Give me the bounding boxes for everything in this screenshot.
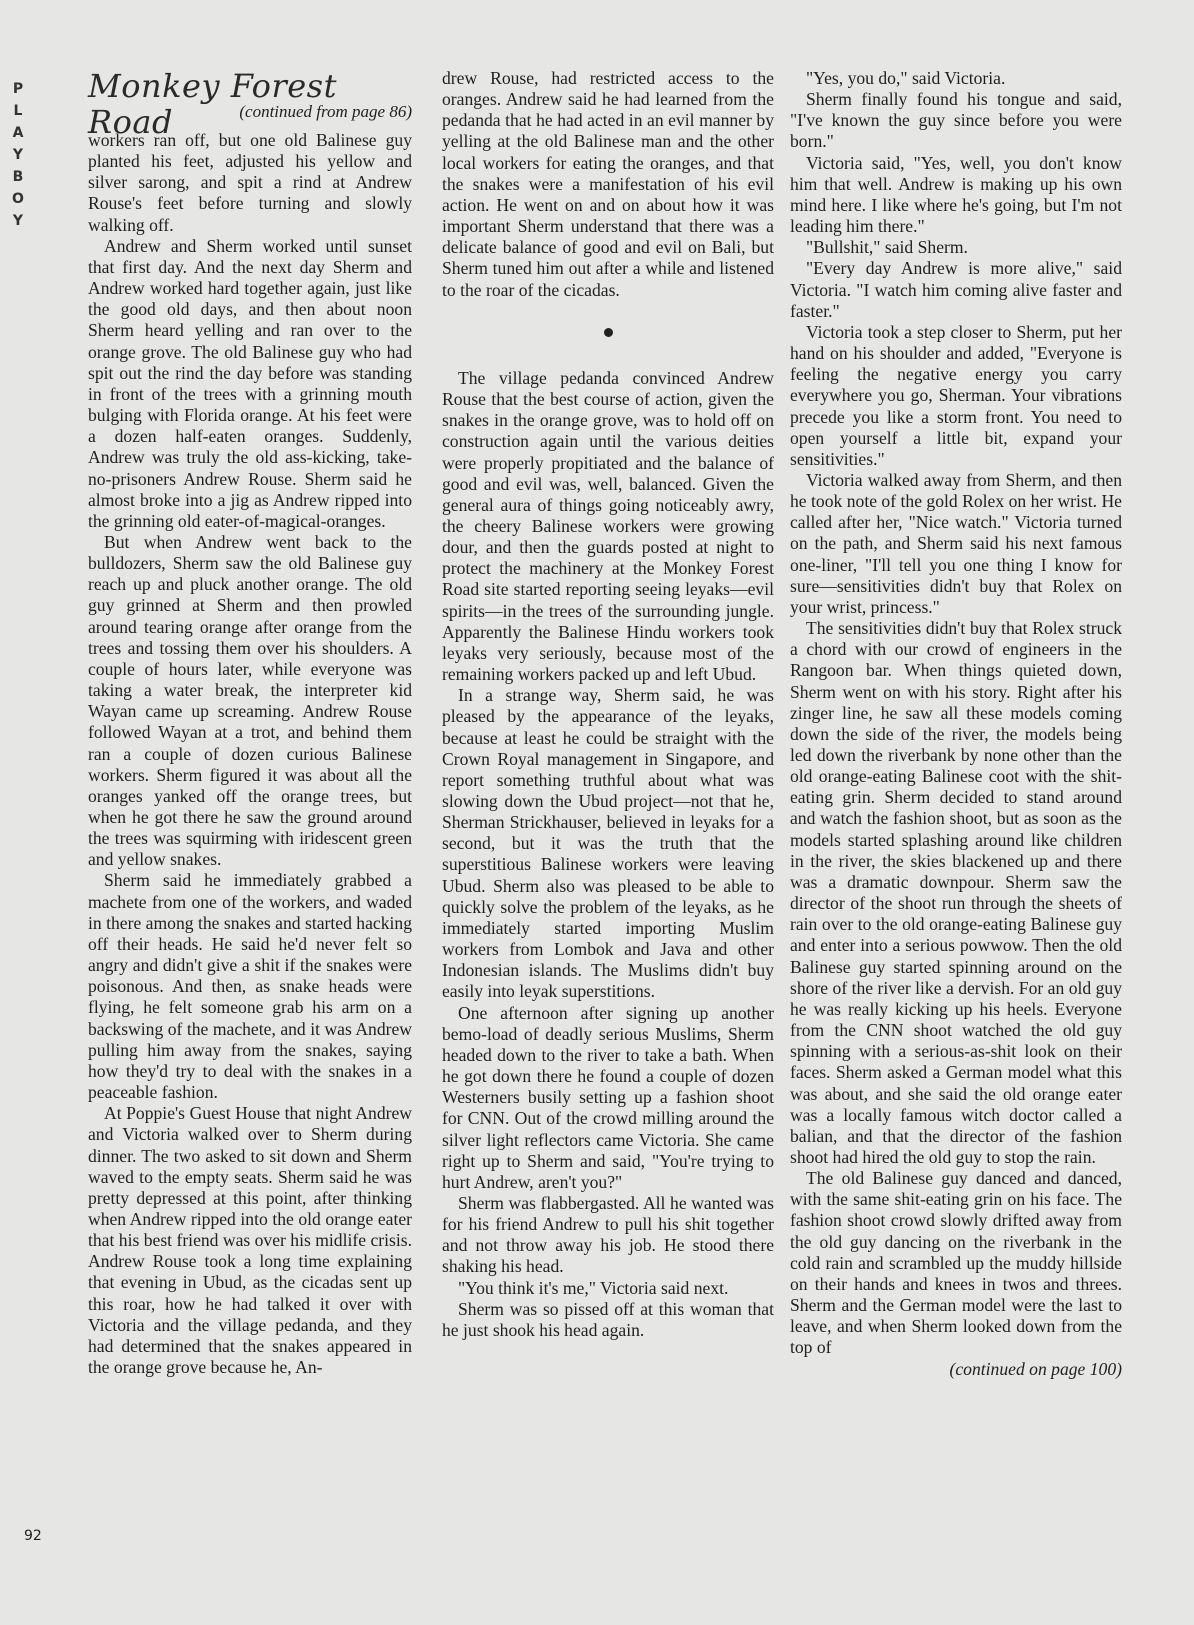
paragraph: Sherm was so pissed off at this woman that he just shook his head again. bbox=[442, 1298, 774, 1340]
side-tag-letter: Y bbox=[12, 147, 24, 163]
page-number: 92 bbox=[24, 1528, 42, 1544]
paragraph: Victoria said, "Yes, well, you don't know him that well. Andrew is making up his own mind here. I like where he's going, but I'm not leading him there." bbox=[790, 152, 1122, 237]
paragraph: But when Andrew went back to the bulldozers, Sherm saw the old Balinese guy reach up and pluck another orange. The old guy grinned at Sherm and then prowled around tearing orange after orange from the trees and tossing them over his shoulders. A couple of hours later, while everyone was taking a water break, the interpreter kid Wayan came up screaming. Andrew Rouse followed Wayan at a trot, and behind them ran a couple of dozen curious Balinese workers. Sherm figured it was about all the oranges yanked off the orange trees, but when he got there he saw the ground around the trees was squirming with iridescent green and yellow snakes. bbox=[88, 531, 412, 870]
text-column-1 bbox=[88, 130, 412, 1378]
paragraph: Sherm finally found his tongue and said, "I've known the guy since before you were born." bbox=[790, 89, 1122, 152]
article-title: Monkey Forest Road bbox=[88, 67, 337, 141]
side-tag-letter: A bbox=[12, 125, 24, 141]
paragraph: Andrew and Sherm worked until sunset that first day. And the next day Sherm and Andrew worked hard together again, just like the good old days, and then about noon Sherm heard yelling and ran over to the orange grove. The old Balinese guy who had spit out the rind the day before was standing in front of the trees with a grinning mouth bulging with Florida orange. At his feet were a dozen half-eaten oranges. Suddenly, Andrew was truly the old ass-kicking, take-no-prisoners Andrew Rouse. Sherm said he almost broke into a jig as Andrew ripped into the grinning old eater-of-magical-oranges. bbox=[88, 235, 412, 531]
side-tag-letter: Y bbox=[12, 213, 24, 229]
magazine-side-tag bbox=[6, 78, 30, 232]
paragraph: At Poppie's Guest House that night Andrew and Victoria walked over to Sherm during dinner. The two asked to sit down and Sherm waved to the empty seats. Sherm said he was pretty depressed at this point, after thinking when Andrew ripped into the old orange eater that his best friend was over his midlife crisis. Andrew Rouse took a long time explaining that evening in Ubud, as the cicadas sent up this roar, how he had talked it over with Victoria and the village pedanda, and they had determined that the snakes appeared in the orange grove because he, An- bbox=[88, 1103, 412, 1378]
continued-from-note: (continued from page 86) bbox=[239, 102, 412, 121]
paragraph: Victoria walked away from Sherm, and then he took note of the gold Rolex on her wrist. He called after her, "Nice watch." Victoria turned on the path, and Sherm said his next famous one-liner, "I'll tell you one thing I know for sure—sensitivities didn't buy that Rolex on your wrist, princess." bbox=[790, 469, 1122, 617]
paragraph: Sherm said he immediately grabbed a machete from one of the workers, and waded in there among the snakes and started hacking off their heads. He said he'd never felt so angry and didn't give a shit if the snakes were poisonous. And then, as snake heads were flying, he felt someone grab his arm on a backswing of the machete, and it was Andrew pulling him away from the snakes, saying how they'd try to deal with the snakes in a peaceable fashion. bbox=[88, 870, 412, 1103]
paragraph: "Yes, you do," said Victoria. bbox=[806, 68, 1006, 88]
side-tag-letter: P bbox=[12, 81, 24, 97]
text-column-3 bbox=[790, 68, 1122, 1380]
paragraph: One afternoon after signing up another bemo-load of deadly serious Muslims, Sherm headed down to the river to take a bath. When he got down there he found a couple of dozen Westerners busily setting up a fashion shoot for CNN. Out of the crowd milling around the silver light reflectors came Victoria. She came right up to Sherm and said, "You're trying to hurt Andrew, aren't you?" bbox=[442, 1002, 774, 1192]
section-break-dot bbox=[442, 323, 774, 344]
article-title-block bbox=[88, 67, 412, 141]
paragraph: "Every day Andrew is more alive," said Victoria. "I watch him coming alive faster and faster." bbox=[790, 258, 1122, 321]
paragraph: The village pedanda convinced Andrew Rouse that the best course of action, given the snakes in the orange grove, was to hold off on construction again until the various deities were properly propitiated and the balance of good and evil was, well, balanced. Given the general aura of things going noticeably awry, the cheery Balinese workers were growing dour, and then the guards posted at night to protect the machinery at the Monkey Forest Road site started reporting seeing leyaks—evil spirits—in the trees of the surrounding jungle. Apparently the Balinese Hindu workers took leyaks very seriously, because most of the remaining workers packed up and left Ubud. bbox=[442, 367, 774, 685]
paragraph: "You think it's me," Victoria said next. bbox=[458, 1277, 729, 1298]
paragraph: The old Balinese guy danced and danced, with the same shit-eating grin on his face. The fashion shoot crowd slowly drifted away from the old guy dancing on the riverbank in the cold rain and scrambled up the muddy hillside on their hands and knees in twos and threes. Sherm and the German model were the last to leave, and when Sherm looked down from the top of bbox=[790, 1168, 1122, 1358]
paragraph: The sensitivities didn't buy that Rolex struck a chord with our crowd of engineers in the Rangoon bar. When things quieted down, Sherm went on with his story. Right after his zinger line, he saw all these models coming down the side of the river, the models being led down the riverbank by none other than the old orange-eating Balinese coot with the shit-eating grin. Sherm decided to stand around and watch the fashion shoot, but as soon as the models started splashing around like children in the river, the skies blackened up and there was a dramatic downpour. Sherm saw the director of the shoot run through the sheets of rain over to the old orange-eating Balinese guy and enter into a serious powwow. Then the old Balinese guy started spinning around on the shore of the river like a dervish. For an old guy he was really kicking up his heels. Everyone from the CNN shoot watched the old guy spinning with a serious-as-shit look on their faces. Sherm asked a German model what this was about, and she said the old orange eater was a locally famous witch doctor called a balian, and that the director of the fashion shoot had hired the old guy to stop the rain. bbox=[790, 618, 1122, 1167]
side-tag-letter: L bbox=[13, 103, 23, 119]
continued-on-note: (continued on page 100) bbox=[949, 1358, 1122, 1379]
paragraph: Sherm was flabbergasted. All he wanted was for his friend Andrew to pull his shit together and not throw away his job. He stood there shaking his head. bbox=[442, 1192, 774, 1277]
paragraph: drew Rouse, had restricted access to the oranges. Andrew said he had learned from the pedanda that he had acted in an evil manner by yelling at the old Balinese man and the other local workers for eating the oranges, and that the snakes were a manifestation of his evil action. He went on and on about how it was important Sherm understand that there was a delicate balance of good and evil on Bali, but Sherm tuned him out after a while and listened to the roar of the cicadas. bbox=[442, 68, 774, 300]
paragraph: "Bullshit," said Sherm. bbox=[806, 237, 968, 258]
text-column-2 bbox=[442, 68, 774, 1341]
paragraph: Victoria took a step closer to Sherm, put her hand on his shoulder and added, "Everyone is feeling the negative energy you carry everywhere you go, Sherman. Your vibrations precede you like a storm front. You need to open yourself a little bit, expand your sensitivities." bbox=[790, 321, 1122, 469]
side-tag-letter: O bbox=[12, 191, 24, 207]
paragraph: In a strange way, Sherm said, he was pleased by the appearance of the leyaks, because at least he could be straight with the Crown Royal management in Singapore, and report something truthful about what was slowing down the Ubud project—not that he, Sherman Strickhauser, believed in leyaks for a second, but it was the truth that the superstitious Balinese workers were leaving Ubud. Sherm also was pleased to be able to quickly solve the problem of the leyaks, as he immediately started importing Muslim workers from Lombok and Java and other Indonesian islands. The Muslims didn't buy easily into leyak superstitions. bbox=[442, 685, 774, 1002]
paragraph: workers ran off, but one old Balinese guy planted his feet, adjusted his yellow and silver sarong, and spit a rind at Andrew Rouse's feet before turning and slowly walking off. bbox=[88, 130, 412, 235]
side-tag-letter: B bbox=[12, 169, 24, 185]
